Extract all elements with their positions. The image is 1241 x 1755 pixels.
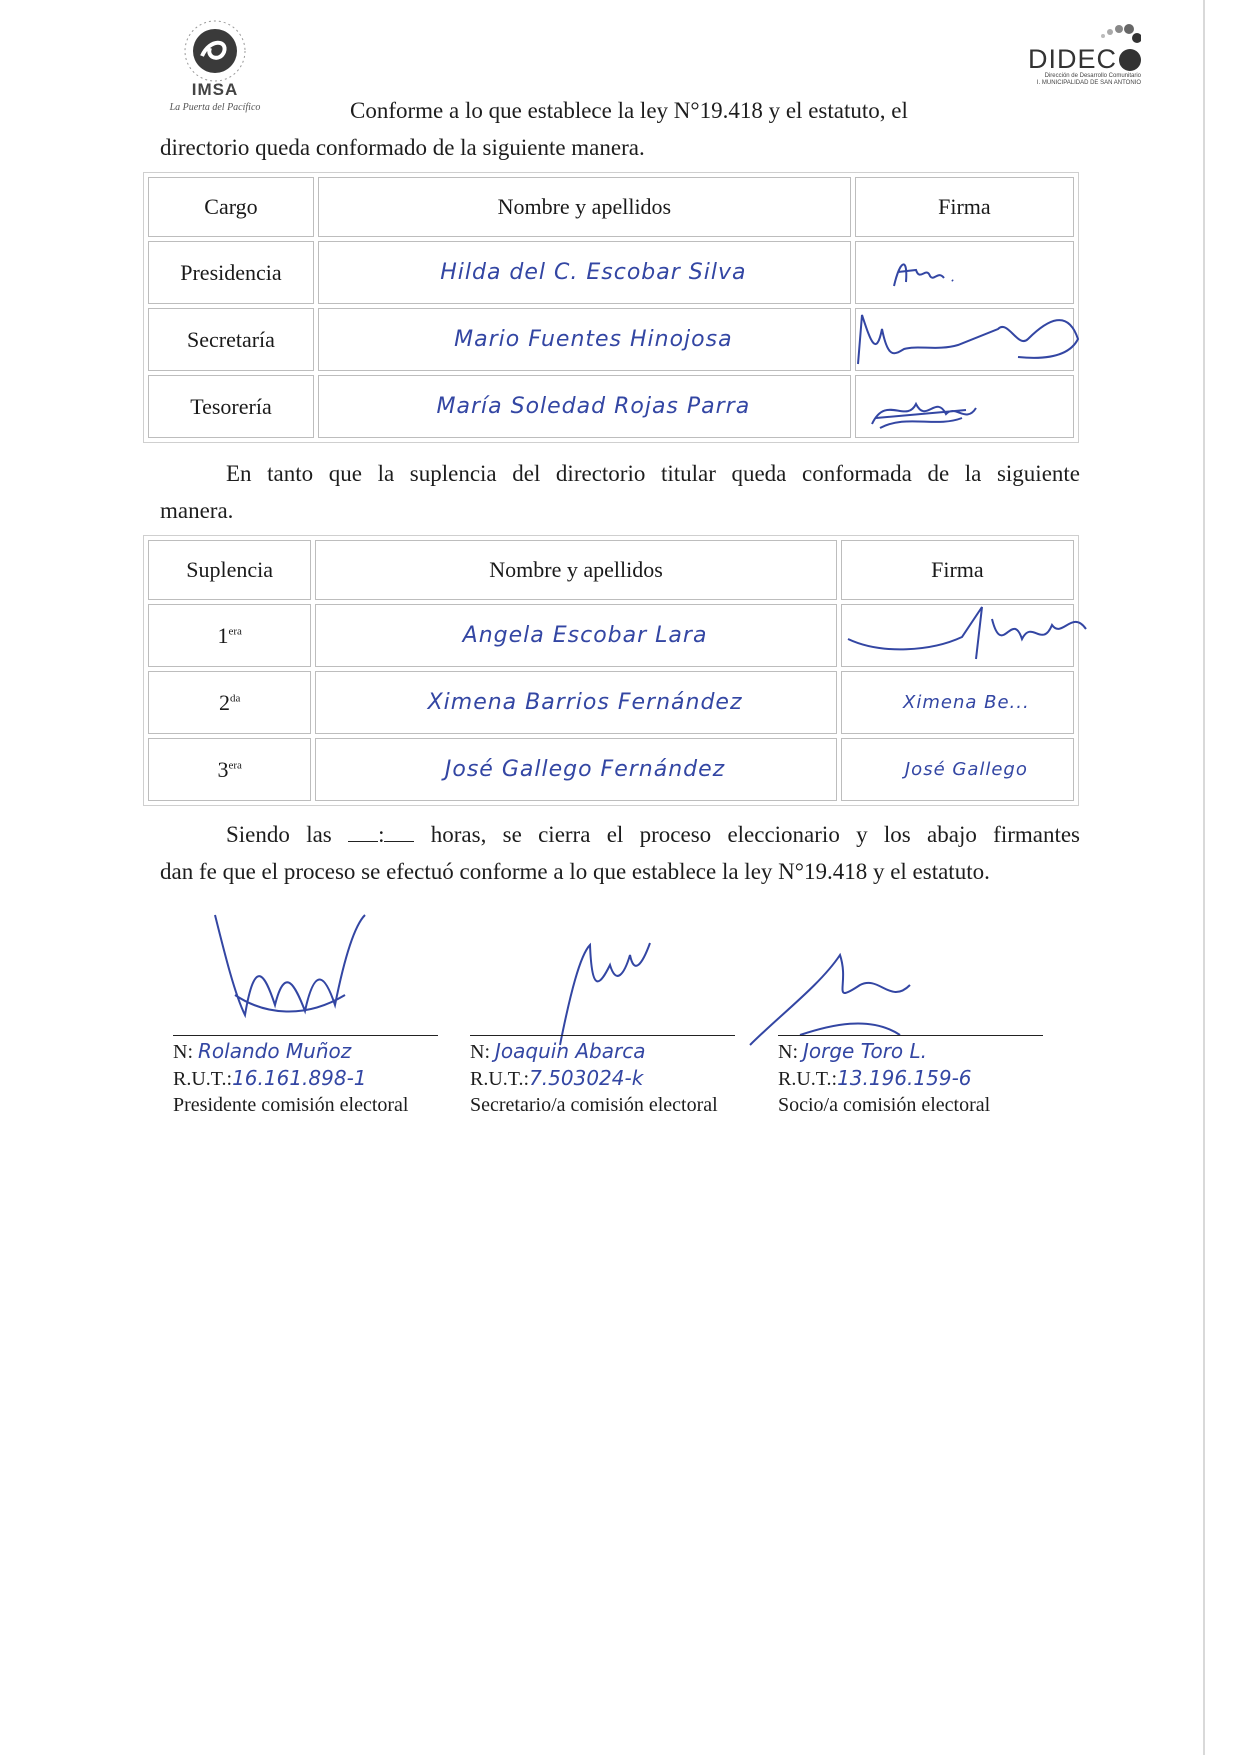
dideco-o-icon	[1119, 49, 1141, 71]
signer-rut-row: R.U.T.:7.503024-k	[470, 1066, 644, 1090]
signature-line	[470, 1035, 735, 1036]
signer-name-row: N: Jorge Toro L.	[778, 1039, 928, 1063]
substitute-line-1: En tanto que la suplencia del directorio titular queda conformada de la siguiente	[226, 461, 1080, 486]
signer-role: Secretario/a comisión electoral	[470, 1094, 718, 1116]
substitute-line-2: manera.	[160, 498, 234, 523]
header-nombre: Nombre y apellidos	[315, 540, 836, 600]
name-cell: Mario Fuentes Hinojosa	[318, 308, 851, 371]
header-cargo: Cargo	[148, 177, 314, 237]
signature-presidencia	[886, 252, 966, 292]
closing-paragraph	[160, 816, 1080, 890]
substitute-table	[143, 535, 1079, 806]
signature-cell	[855, 375, 1074, 438]
order-cell: $2^{da}$	[148, 671, 311, 734]
closing-line-1: Siendo las : horas, se cierra el proceso eleccionario y los abajo firmantes	[226, 822, 1081, 847]
order-cell: $1^{era}$	[148, 604, 311, 667]
signer-member	[778, 1035, 1043, 1118]
role-cell: Secretaría	[148, 308, 314, 371]
signer-role: Presidente comisión electoral	[173, 1094, 409, 1116]
signer-secretary	[470, 1035, 735, 1118]
table-row	[148, 671, 1074, 734]
signature-cell: José Gallego	[841, 738, 1074, 801]
signer-name-row: N: Joaquin Abarca	[470, 1039, 646, 1063]
board-table-header	[148, 177, 1074, 237]
signature-tesoreria	[866, 384, 986, 444]
hour-blank	[348, 823, 378, 842]
signer-name-row: N: Rolando Muñoz	[173, 1039, 352, 1063]
minute-blank	[384, 823, 414, 842]
role-cell: Tesorería	[148, 375, 314, 438]
table-row	[148, 738, 1074, 801]
page-edge	[1203, 0, 1205, 1755]
header-firma: Firma	[855, 177, 1074, 237]
header-firma: Firma	[841, 540, 1074, 600]
intro-line-1: Conforme a lo que establece la ley N°19.418 y el estatuto, el	[350, 98, 908, 123]
imsa-brand: IMSA	[191, 80, 239, 99]
order-cell: $3^{era}$	[148, 738, 311, 801]
signer-president	[173, 1035, 438, 1118]
signature-cell	[855, 308, 1074, 371]
signature-cell	[841, 604, 1074, 667]
name-cell: Ximena Barrios Fernández	[315, 671, 836, 734]
table-row	[148, 375, 1074, 438]
closing-line-2: dan fe que el proceso se efectuó conforme a lo que establece la ley N°19.418 y el estatuto.	[160, 859, 990, 884]
intro-line-2: directorio queda conformado de la siguiente manera.	[160, 135, 645, 160]
dideco-logo	[1011, 20, 1141, 87]
header-nombre: Nombre y apellidos	[318, 177, 851, 237]
signature-line	[778, 1035, 1043, 1036]
signature-secretaria	[848, 309, 1088, 369]
signer-rut-row: R.U.T.:16.161.898-1	[173, 1066, 367, 1090]
imsa-tagline: La Puerta del Pacífico	[169, 102, 261, 113]
role-cell: Presidencia	[148, 241, 314, 304]
substitute-paragraph	[160, 455, 1080, 529]
signer-role: Socio/a comisión electoral	[778, 1094, 991, 1116]
dideco-brand: DIDEC	[1011, 46, 1141, 73]
header-suplencia: Suplencia	[148, 540, 311, 600]
table-row	[148, 308, 1074, 371]
board-table	[143, 172, 1079, 443]
intro-paragraph	[160, 92, 1060, 166]
name-cell: Hilda del C. Escobar Silva	[318, 241, 851, 304]
table-row	[148, 241, 1074, 304]
table-row	[148, 604, 1074, 667]
name-cell: María Soledad Rojas Parra	[318, 375, 851, 438]
dideco-subtitle-2: I. MUNICIPALIDAD DE SAN ANTONIO	[1036, 80, 1141, 87]
dideco-subtitle-1: Dirección de Desarrollo Comunitario	[1044, 73, 1141, 79]
imsa-emblem-icon	[180, 18, 250, 84]
signature-line	[173, 1035, 438, 1036]
signature-suplente-1	[842, 599, 1102, 669]
signature-cell	[855, 241, 1074, 304]
dideco-dots-icon	[1011, 20, 1141, 44]
name-cell: José Gallego Fernández	[315, 738, 836, 801]
signature-cell: Ximena Be...	[841, 671, 1074, 734]
substitute-table-header	[148, 540, 1074, 600]
signature-president	[205, 895, 375, 1035]
signer-rut-row: R.U.T.:13.196.159-6	[778, 1066, 972, 1090]
name-cell: Angela Escobar Lara	[315, 604, 836, 667]
